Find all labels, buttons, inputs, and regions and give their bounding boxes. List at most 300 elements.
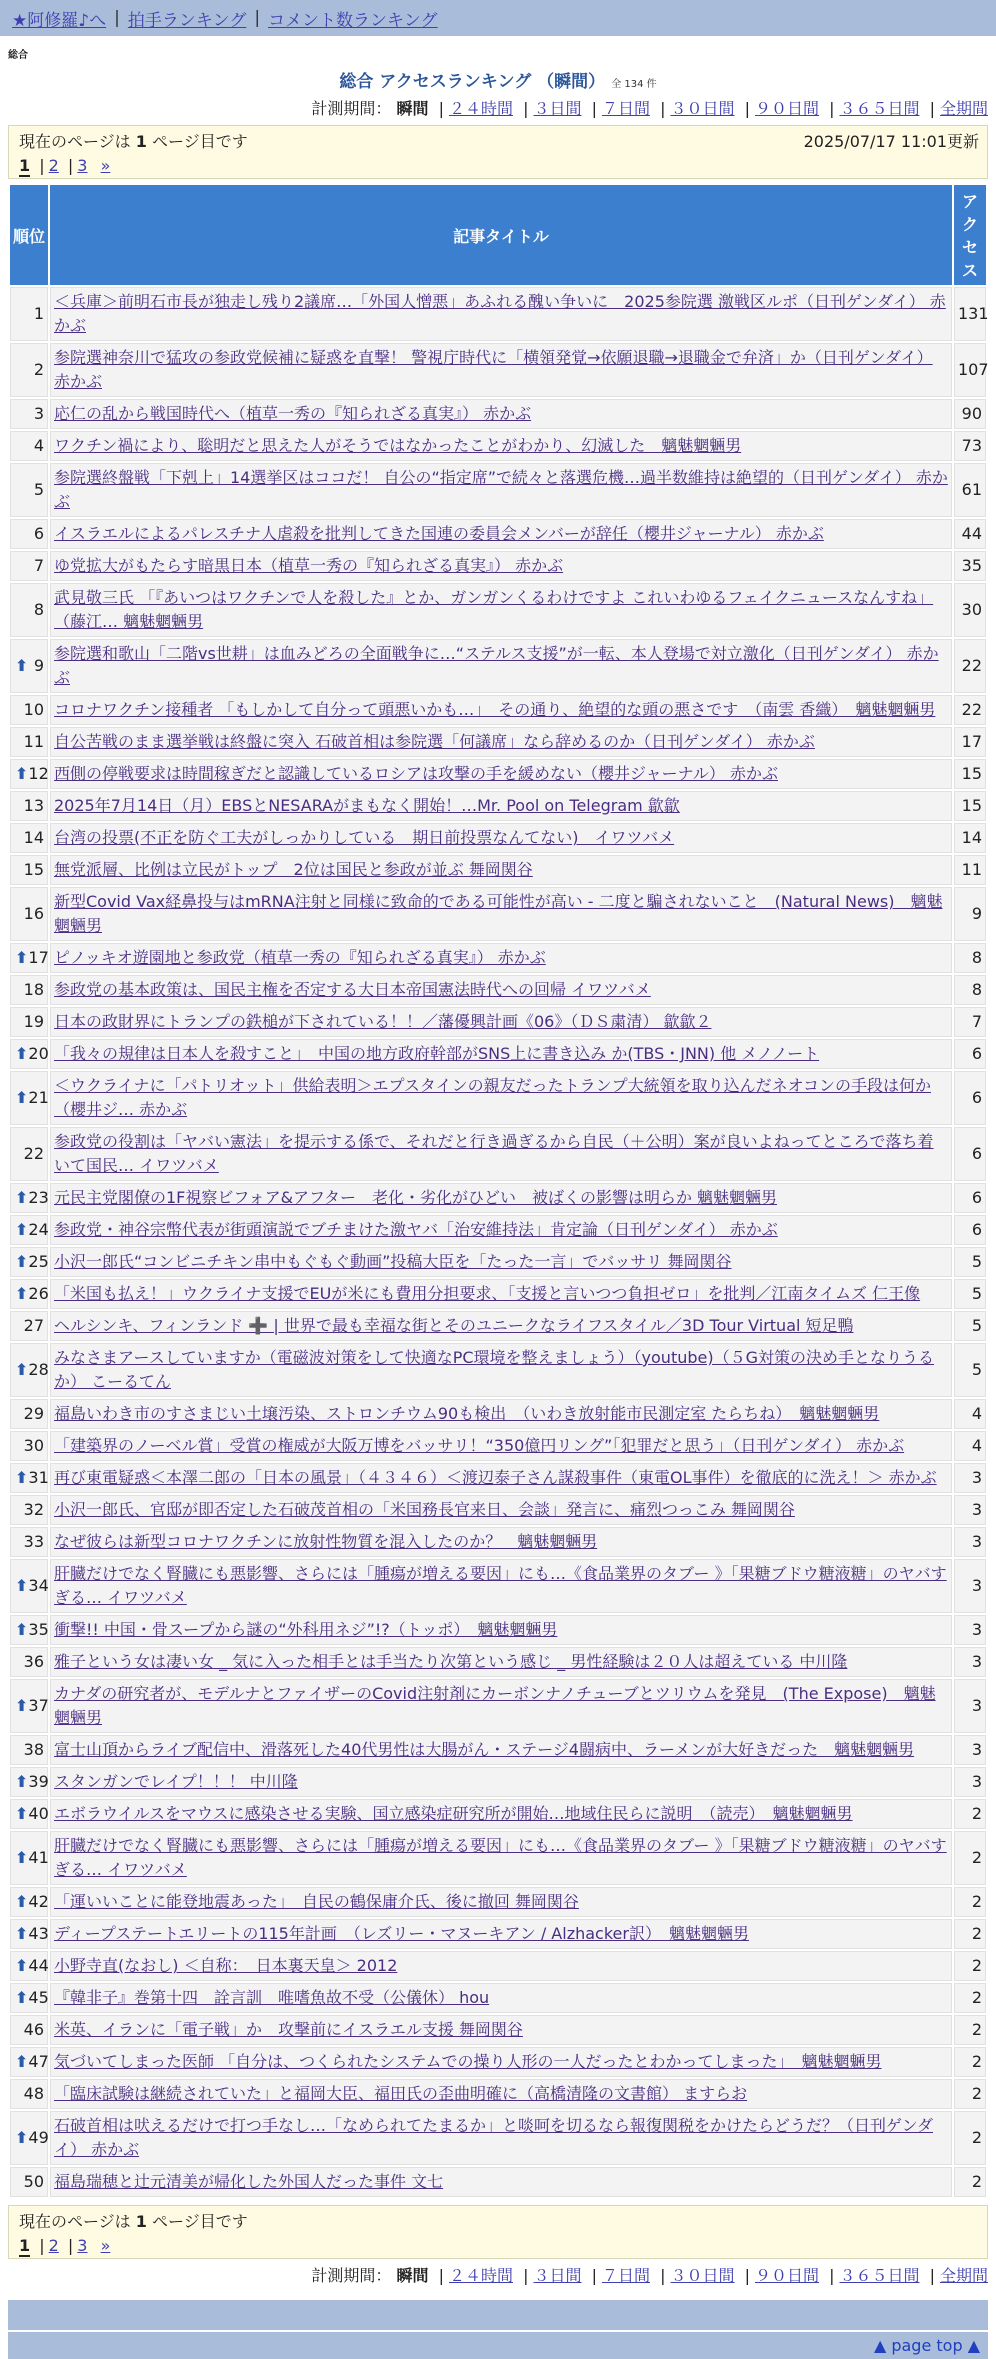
title-cell [50, 1767, 952, 1797]
title-cell [50, 1311, 952, 1341]
period-option[interactable]: ３日間 [533, 2266, 582, 2285]
title-cell [50, 1431, 952, 1461]
title-cell [50, 975, 952, 1005]
table-header-row [10, 185, 986, 285]
period-current: 瞬間 [396, 2266, 429, 2285]
article-link[interactable]: 肝臓だけでなく腎臓にも悪影響、さらには「腫瘍が増える要因」にも…《食品業界のタブー 》「果糖ブドウ糖液糖」のヤバすぎる… イワツバメ [54, 1836, 947, 1879]
page-info-top [8, 125, 988, 179]
title-cell [50, 1463, 952, 1493]
rank-up-arrow-icon: ⬆ [15, 656, 29, 675]
article-link[interactable]: 自公苦戦のまま選挙戦は終盤に突入 石破首相は参院選「何議席」なら辞めるのか（日刊ゲンダイ） 赤かぶ [54, 732, 815, 751]
rank-cell [10, 1247, 48, 1277]
table-row [10, 1767, 986, 1797]
article-link[interactable]: 衝撃!! 中国・骨スープから謎の“外科用ネジ”!?（トッポ） 魑魅魍魎男 [54, 1620, 558, 1639]
rank-up-arrow-icon: ⬆ [15, 1924, 29, 1943]
rank-cell [10, 975, 48, 1005]
rank-number: 7 [33, 556, 44, 575]
access-count: 11 [954, 855, 986, 885]
article-link[interactable]: 無党派層、比例は立民がトップ 2位は国民と参政が並ぶ 舞岡関谷 [54, 860, 533, 879]
access-count: 73 [954, 431, 986, 461]
title-cell [50, 551, 952, 581]
access-count: 2 [954, 1831, 986, 1885]
article-link[interactable]: 富士山頂からライブ配信中、滑落死した40代男性は大腸がん・ステージ4闘病中、ラーメンが大好きだった 魑魅魍魎男 [54, 1740, 915, 1759]
pager-link[interactable]: 2 [48, 2236, 59, 2255]
article-link[interactable]: 参政党の役割は「ヤバい憲法」を提示する係で、それだと行き過ぎるから自民（＋公明）案が良いよねってところで落ち着いて国民… イワツバメ [54, 1132, 934, 1175]
title-cell [50, 287, 952, 341]
rank-cell [10, 1127, 48, 1181]
access-count: 15 [954, 791, 986, 821]
title-cell [50, 1495, 952, 1525]
rank-number: 2 [33, 360, 44, 379]
table-row [10, 1215, 986, 1245]
rank-cell [10, 639, 48, 693]
rank-cell [10, 519, 48, 549]
access-count: 3 [954, 1615, 986, 1645]
rank-cell [10, 1615, 48, 1645]
table-row [10, 1495, 986, 1525]
period-current: 瞬間 [396, 99, 429, 118]
access-count: 7 [954, 1007, 986, 1037]
article-link[interactable]: 米英、イランに「電子戦」か 攻撃前にイスラエル支援 舞岡関谷 [54, 2020, 523, 2039]
title-cell [50, 463, 952, 517]
rank-number: 42 [28, 1892, 49, 1911]
rank-number: 35 [28, 1620, 49, 1639]
rank-number: 4 [33, 436, 44, 455]
title-cell [50, 1647, 952, 1677]
access-count: 3 [954, 1735, 986, 1765]
rank-cell [10, 551, 48, 581]
access-count: 2 [954, 1887, 986, 1917]
rank-number: 37 [28, 1696, 49, 1715]
period-option[interactable]: ３０日間 [670, 99, 735, 118]
title-cell [50, 1831, 952, 1885]
table-row [10, 551, 986, 581]
table-row [10, 695, 986, 725]
access-count: 107 [954, 343, 986, 397]
title-cell [50, 519, 952, 549]
period-option[interactable]: ３６５日間 [839, 2266, 920, 2285]
access-count: 2 [954, 2015, 986, 2045]
rank-up-arrow-icon: ⬆ [15, 1088, 29, 1107]
rank-number: 47 [28, 2052, 49, 2071]
rank-up-arrow-icon: ⬆ [15, 1576, 29, 1595]
article-link[interactable]: 参院選終盤戦「下剋上」14選挙区はココだ！ 自公の“指定席”で続々と落選危機…過半数維持は絶望的（日刊ゲンダイ） 赤かぶ [54, 468, 948, 511]
article-link[interactable]: 福島いわき市のすさまじい土壌汚染、ストロンチウム90も検出 （いわき放射能市民測定室 たらちね） 魑魅魍魎男 [54, 1404, 880, 1423]
nav-link-asyura[interactable]: ★阿修羅♪へ [12, 10, 107, 31]
article-link[interactable]: 小沢一郎氏“コンビニチキン串中もぐもぐ動画”投稿大臣を「たった一言」でバッサリ 舞岡関谷 [54, 1252, 732, 1271]
table-row [10, 1279, 986, 1309]
title-cell [50, 1127, 952, 1181]
rank-number: 49 [28, 2128, 49, 2147]
rank-number: 24 [28, 1220, 49, 1239]
rank-cell [10, 399, 48, 429]
rank-up-arrow-icon: ⬆ [15, 1956, 29, 1975]
table-row [10, 1431, 986, 1461]
table-row [10, 1983, 986, 2013]
rank-number: 17 [28, 948, 49, 967]
table-row [10, 1039, 986, 1069]
period-option[interactable]: ９０日間 [754, 2266, 819, 2285]
period-option[interactable]: ３日間 [533, 99, 582, 118]
access-count: 3 [954, 1463, 986, 1493]
rank-up-arrow-icon: ⬆ [15, 1772, 29, 1791]
article-link[interactable]: 「米国も払え！」ウクライナ支援でEUが米にも費用分担要求、「支援と言いつつ負担ゼロ」を批判／江南タイムズ 仁王像 [54, 1284, 921, 1303]
rank-up-arrow-icon: ⬆ [15, 1188, 29, 1207]
access-count: 22 [954, 639, 986, 693]
access-count: 8 [954, 943, 986, 973]
rank-cell [10, 1735, 48, 1765]
article-link[interactable]: みなさまアースしていますか（電磁波対策をして快適なPC環境を整えましょう）（youtube)（５G対策の決め手となりうるか） こーるてん [54, 1348, 934, 1391]
article-link[interactable]: ディープステートエリートの115年計画 （レズリー・マヌーキアン / Alzhacker訳） 魑魅魍魎男 [54, 1924, 749, 1943]
category-label: 総合 [8, 50, 28, 61]
article-link[interactable]: 気づいてしまった医師 「自分は、つくられたシステムでの操り人形の一人だったとわかってしまった」 魑魅魍魎男 [54, 2052, 882, 2071]
rank-number: 23 [28, 1188, 49, 1207]
title-cell [50, 1919, 952, 1949]
rank-cell [10, 727, 48, 757]
access-count: 2 [954, 1951, 986, 1981]
table-row [10, 1399, 986, 1429]
rank-number: 11 [23, 732, 44, 751]
table-row [10, 2015, 986, 2045]
access-count: 2 [954, 1983, 986, 2013]
access-count: 30 [954, 583, 986, 637]
article-link[interactable]: ワクチン禍により、聡明だと思えた人がそうではなかったことがわかり、幻滅した 魑魅魍魎男 [54, 436, 742, 455]
rank-cell [10, 2047, 48, 2077]
title-cell [50, 1007, 952, 1037]
access-count: 3 [954, 1647, 986, 1677]
table-row [10, 1247, 986, 1277]
pager-next[interactable]: » [100, 2236, 111, 2255]
rank-cell [10, 1039, 48, 1069]
rank-cell [10, 943, 48, 973]
title-cell [50, 1799, 952, 1829]
article-link[interactable]: 参院選神奈川で猛攻の参政党候補に疑惑を直撃！ 警視庁時代に「横領発覚→依願退職→退職金で弁済」か（日刊ゲンダイ） 赤かぶ [54, 348, 933, 391]
rank-number: 31 [28, 1468, 49, 1487]
rank-number: 36 [23, 1652, 44, 1671]
rank-cell [10, 2111, 48, 2165]
rank-cell [10, 1983, 48, 2013]
rank-cell [10, 1831, 48, 1885]
title-cell [50, 823, 952, 853]
table-row [10, 1951, 986, 1981]
rank-up-arrow-icon: ⬆ [15, 764, 29, 783]
rank-cell [10, 1311, 48, 1341]
page-top-bar [8, 2332, 988, 2359]
table-row [10, 855, 986, 885]
article-link[interactable]: 福島瑞穂と辻元清美が帰化した外国人だった事件 文七 [54, 2172, 444, 2191]
title-cell [50, 1527, 952, 1557]
article-link[interactable]: ＜兵庫＞前明石市長が独走し残り2議席…「外国人憎悪」あふれる醜い争いに 2025参院選 激戦区ルポ（日刊ゲンダイ） 赤かぶ [54, 292, 946, 335]
period-option[interactable]: 全期間 [939, 99, 988, 118]
rank-number: 1 [33, 304, 44, 323]
header-access: アクセス [954, 185, 986, 285]
article-link[interactable]: 「我々の規律は日本人を殺すこと」 中国の地方政府幹部がSNS上に書き込み か(TBS・JNN) 他 メノノート [54, 1044, 820, 1063]
period-option[interactable]: ７日間 [601, 99, 650, 118]
table-row [10, 1071, 986, 1125]
rank-number: 45 [28, 1988, 49, 2007]
table-row [10, 1183, 986, 1213]
period-label: 計測期間： [311, 99, 392, 118]
article-link[interactable]: ピノッキオ遊園地と参政党（植草一秀の『知られざる真実』） 赤かぶ [54, 948, 546, 967]
article-link[interactable]: ゆ党拡大がもたらす暗黒日本（植草一秀の『知られざる真実』） 赤かぶ [54, 556, 564, 575]
article-link[interactable]: イスラエルによるパレスチナ人虐殺を批判してきた国連の委員会メンバーが辞任（櫻井ジャーナル） 赤かぶ [54, 524, 824, 543]
access-count: 35 [954, 551, 986, 581]
rank-number: 10 [23, 700, 44, 719]
period-option[interactable]: ３０日間 [670, 2266, 735, 2285]
period-option[interactable]: 全期間 [939, 2266, 988, 2285]
article-link[interactable]: 小沢一郎氏、官邸が即否定した石破茂首相の「米国務長官来日、会談」発言に、痛烈つっこみ 舞岡関谷 [54, 1500, 795, 1519]
article-link[interactable]: 「運いいことに能登地震あった」 自民の鶴保庸介氏、後に撤回 舞岡関谷 [54, 1892, 579, 1911]
rank-number: 26 [28, 1284, 49, 1303]
access-count: 14 [954, 823, 986, 853]
access-count: 61 [954, 463, 986, 517]
access-count: 6 [954, 1215, 986, 1245]
rank-number: 6 [33, 524, 44, 543]
rank-cell [10, 1951, 48, 1981]
article-link[interactable]: 参政党・神谷宗幣代表が街頭演説でブチまけた激ヤバ「治安維持法」肯定論（日刊ゲンダイ） 赤かぶ [54, 1220, 778, 1239]
rank-cell [10, 1679, 48, 1733]
table-row [10, 2167, 986, 2197]
table-row [10, 887, 986, 941]
access-count: 8 [954, 975, 986, 1005]
article-link[interactable]: 2025年7月14日（月）EBSとNESARAがまもなく開始！…Mr. Pool on Telegram 歙歙 [54, 796, 680, 815]
rank-number: 34 [28, 1576, 49, 1595]
access-count: 2 [954, 1919, 986, 1949]
rank-number: 15 [23, 860, 44, 879]
table-row [10, 1311, 986, 1341]
rank-cell [10, 1919, 48, 1949]
page-info-bottom [8, 2205, 988, 2259]
rank-number: 12 [28, 764, 49, 783]
table-row [10, 1559, 986, 1613]
title-cell [50, 1071, 952, 1125]
rank-cell [10, 1183, 48, 1213]
table-row [10, 1007, 986, 1037]
rank-cell [10, 855, 48, 885]
table-row [10, 1343, 986, 1397]
rank-up-arrow-icon: ⬆ [15, 1696, 29, 1715]
table-row [10, 639, 986, 693]
access-count: 6 [954, 1039, 986, 1069]
rank-number: 13 [23, 796, 44, 815]
rank-number: 39 [28, 1772, 49, 1791]
rank-cell [10, 583, 48, 637]
pager-next[interactable]: » [100, 156, 111, 175]
title-cell [50, 1735, 952, 1765]
access-count: 131 [954, 287, 986, 341]
rank-number: 43 [28, 1924, 49, 1943]
access-count: 5 [954, 1311, 986, 1341]
rank-number: 41 [28, 1848, 49, 1867]
rank-cell [10, 1887, 48, 1917]
rank-cell [10, 823, 48, 853]
article-link[interactable]: 『韓非子』巻第十四 詮言訓 唯嗜魚故不受（公儀休） hou [54, 1988, 490, 2007]
period-option[interactable]: ３６５日間 [839, 99, 920, 118]
nav-separator: | [114, 8, 120, 28]
rank-number: 44 [28, 1956, 49, 1975]
pager: 1 | 2 | 3 » [19, 2236, 111, 2255]
access-count: 3 [954, 1679, 986, 1733]
access-count: 9 [954, 887, 986, 941]
rank-cell [10, 1527, 48, 1557]
rank-cell [10, 431, 48, 461]
title-cell [50, 1983, 952, 2013]
table-row [10, 431, 986, 461]
period-selector-bottom: 計測期間： 瞬間 | ２４時間 | ３日間 | ７日間 | ３０日間 | ９０日間 | ３６５日間 | 全期間 [311, 2266, 988, 2285]
access-count: 5 [954, 1343, 986, 1397]
table-row [10, 463, 986, 517]
rank-cell [10, 1007, 48, 1037]
title-cell [50, 431, 952, 461]
ranking-table [8, 183, 988, 2199]
title-cell [50, 1183, 952, 1213]
pager-link[interactable]: 2 [48, 156, 59, 175]
article-link[interactable]: 「臨床試験は継続されていた」と福岡大臣、福田氏の歪曲明確に（高橋清隆の文書館） ますらお [54, 2084, 748, 2103]
rank-number: 5 [33, 480, 44, 499]
table-row [10, 2111, 986, 2165]
pager: 1 | 2 | 3 » [19, 156, 111, 175]
article-link[interactable]: 新型Covid Vax経鼻投与はmRNA注射と同様に致命的である可能性が高い - 二度と騙されないこと (Natural News) 魑魅魍魎男 [54, 892, 943, 935]
table-row [10, 1463, 986, 1493]
rank-up-arrow-icon: ⬆ [15, 1284, 29, 1303]
access-count: 3 [954, 1527, 986, 1557]
period-option[interactable]: ９０日間 [754, 99, 819, 118]
article-link[interactable]: ヘルシンキ、フィンランド ➕ | 世界で最も幸福な街とそのユニークなライフスタイル／3D Tour Virtual 短足鴨 [54, 1316, 854, 1335]
article-link[interactable]: 元民主党閣僚の1F視察ビフォア&アフター 老化・劣化がひどい 被ばくの影響は明らか 魑魅魍魎男 [54, 1188, 778, 1207]
table-row [10, 791, 986, 821]
title-cell [50, 855, 952, 885]
page-title: 総合 アクセスランキング （瞬間） [339, 72, 606, 92]
rank-up-arrow-icon: ⬆ [15, 1044, 29, 1063]
rank-up-arrow-icon: ⬆ [15, 2052, 29, 2071]
article-link[interactable]: 台湾の投票(不正を防ぐ工夫がしっかりしている 期日前投票なんてない) イワツバメ [54, 828, 675, 847]
rank-up-arrow-icon: ⬆ [15, 1848, 29, 1867]
title-cell [50, 1615, 952, 1645]
access-count: 2 [954, 2167, 986, 2197]
title-cell [50, 1887, 952, 1917]
rank-up-arrow-icon: ⬆ [15, 1360, 29, 1379]
table-row [10, 1127, 986, 1181]
article-link[interactable]: 参院選和歌山「二階vs世耕」は血みどろの全面戦争に…“ステルス支援”が一転、本人登場で対立激化（日刊ゲンダイ） 赤かぶ [54, 644, 939, 687]
rank-cell [10, 2015, 48, 2045]
article-link[interactable]: 肝臓だけでなく腎臓にも悪影響、さらには「腫瘍が増える要因」にも…《食品業界のタブー 》「果糖ブドウ糖液糖」のヤバすぎる… イワツバメ [54, 1564, 947, 1607]
article-link[interactable]: ＜ウクライナに「パトリオット」供給表明＞エプスタインの親友だったトランプ大統領を取り込んだネオコンの手段は何か（櫻井ジ… 赤かぶ [54, 1076, 931, 1119]
access-count: 2 [954, 2047, 986, 2077]
article-link[interactable]: 小野寺直(なおし) ＜自称： 日本裏天皇＞ 2012 [54, 1956, 398, 1975]
article-link[interactable]: 雅子という女は凄い女 _ 気に入った相手とは手当たり次第という感じ _ 男性経験は２０人は超えている 中川隆 [54, 1652, 848, 1671]
title-cell [50, 399, 952, 429]
rank-number: 18 [23, 980, 44, 999]
table-row [10, 975, 986, 1005]
pager-current: 1 [19, 2236, 31, 2255]
access-count: 5 [954, 1247, 986, 1277]
rank-up-arrow-icon: ⬆ [15, 1220, 29, 1239]
table-row [10, 1679, 986, 1733]
table-row [10, 943, 986, 973]
article-link[interactable]: 西側の停戦要求は時間稼ぎだと認識しているロシアは攻撃の手を緩めない（櫻井ジャーナル） 赤かぶ [54, 764, 778, 783]
access-count: 4 [954, 1399, 986, 1429]
article-link[interactable]: スタンガンでレイプ！！！ 中川隆 [54, 1772, 298, 1791]
article-link[interactable]: 石破首相は吠えるだけで打つ手なし…「なめられてたまるか」と啖呵を切るなら報復関税をかけたらどうだ？（日刊ゲンダイ） 赤かぶ [54, 2116, 934, 2159]
rank-cell [10, 1431, 48, 1461]
article-link[interactable]: コロナワクチン接種者 「もしかして自分って頭悪いかも…」 その通り、絶望的な頭の悪さです （南雲 香織） 魑魅魍魎男 [54, 700, 936, 719]
title-cell [50, 343, 952, 397]
article-link[interactable]: なぜ彼らは新型コロナワクチンに放射性物質を混入したのか？ 魑魅魍魎男 [54, 1532, 598, 1551]
nav-separator: | [254, 8, 261, 28]
nav-link-comment-ranking[interactable]: コメント数ランキング [268, 10, 438, 31]
period-label: 計測期間： [311, 2266, 392, 2285]
rank-cell [10, 1767, 48, 1797]
title-cell [50, 759, 952, 789]
rank-up-arrow-icon: ⬆ [15, 1252, 29, 1271]
nav-link-applause-ranking[interactable]: 拍手ランキング [127, 10, 247, 31]
access-count: 2 [954, 1799, 986, 1829]
table-row [10, 287, 986, 341]
article-link[interactable]: 応仁の乱から戦国時代へ（植草一秀の『知られざる真実』） 赤かぶ [54, 404, 532, 423]
pager-link[interactable]: 3 [77, 2236, 88, 2255]
article-link[interactable]: 「建築界のノーベル賞」受賞の権威が大阪万博をバッサリ！“350億円リング”「犯罪だと思う」（日刊ゲンダイ） 赤かぶ [54, 1436, 905, 1455]
access-count: 6 [954, 1071, 986, 1125]
period-option[interactable]: ２４時間 [448, 99, 513, 118]
rank-number: 32 [23, 1500, 44, 1519]
period-option[interactable]: ７日間 [601, 2266, 650, 2285]
article-link[interactable]: カナダの研究者が、モデルナとファイザーのCovid注射剤にカーボンナノチューブとツリウムを発見 (The Expose) 魑魅魍魎男 [54, 1684, 936, 1727]
rank-up-arrow-icon: ⬆ [15, 2128, 29, 2147]
rank-up-arrow-icon: ⬆ [15, 948, 29, 967]
title-cell [50, 2015, 952, 2045]
access-count: 3 [954, 1495, 986, 1525]
rank-up-arrow-icon: ⬆ [15, 1620, 29, 1639]
table-row [10, 1647, 986, 1677]
rank-cell [10, 343, 48, 397]
rank-number: 16 [23, 904, 44, 923]
rank-up-arrow-icon: ⬆ [15, 1988, 29, 2007]
article-link[interactable]: 武見敬三氏 「『あいつはワクチンで人を殺した』とか、ガンガンくるわけですよ これいわゆるフェイクニュースなんすね」 （藤江… 魑魅魍魎男 [54, 588, 934, 631]
rank-number: 20 [28, 1044, 49, 1063]
header-rank: 順位 [10, 185, 48, 285]
pager-link[interactable]: 3 [77, 156, 88, 175]
article-link[interactable]: 再び東電疑惑＜本澤二郎の「日本の風景」（４３４６）＜渡辺泰子さん謀殺事件（東電OL事件）を徹底的に洗え！＞ 赤かぶ [54, 1468, 937, 1487]
title-cell [50, 2111, 952, 2165]
article-link[interactable]: 参政党の基本政策は、国民主権を否定する大日本帝国憲法時代への回帰 イワツバメ [54, 980, 651, 999]
period-option[interactable]: ２４時間 [448, 2266, 513, 2285]
article-link[interactable]: 日本の政財界にトランプの鉄槌が下されている！！／藩優興計画《06》（ＤＳ粛清） 歙歙２ [54, 1012, 712, 1031]
page-top-link[interactable]: ▲ page top ▲ [873, 2336, 980, 2355]
title-cell [50, 583, 952, 637]
title-cell [50, 1679, 952, 1733]
title-cell [50, 1279, 952, 1309]
table-row [10, 1799, 986, 1829]
rank-number: 3 [33, 404, 44, 423]
rank-number: 14 [23, 828, 44, 847]
rank-cell [10, 1559, 48, 1613]
access-count: 4 [954, 1431, 986, 1461]
title-cell [50, 695, 952, 725]
rank-cell [10, 1279, 48, 1309]
table-row [10, 1527, 986, 1557]
ranking-rows [10, 287, 989, 2197]
article-link[interactable]: エボラウイルスをマウスに感染させる実験、国立感染症研究所が開始…地域住民らに説明 （読売） 魑魅魍魎男 [54, 1804, 853, 1823]
table-row [10, 2079, 986, 2109]
access-count: 17 [954, 727, 986, 757]
current-page-text: 現在のページは 1 ページ目です [19, 2212, 248, 2231]
table-row [10, 399, 986, 429]
rank-cell [10, 887, 48, 941]
pager-current: 1 [19, 156, 31, 175]
title-cell [50, 1343, 952, 1397]
rank-cell [10, 1071, 48, 1125]
updated-timestamp: 2025/07/17 11:01更新 [803, 132, 979, 151]
